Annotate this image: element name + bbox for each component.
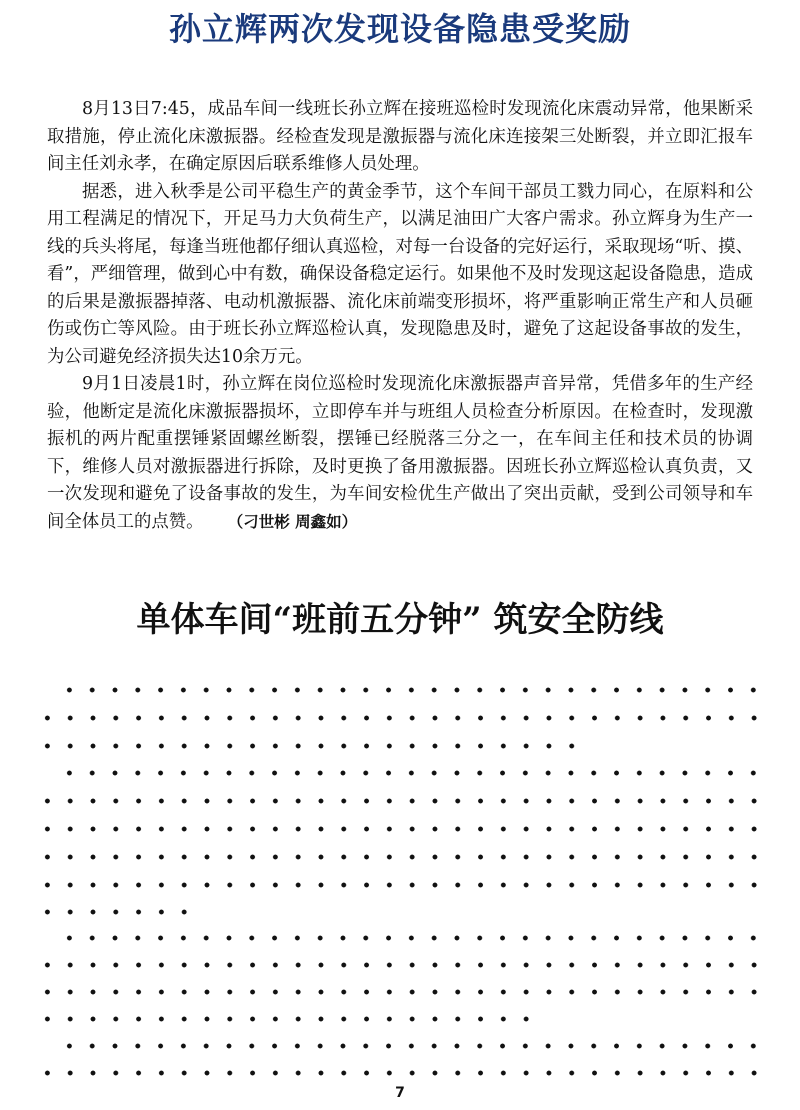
byline: （刁世彬 周鑫如）: [235, 512, 358, 531]
redacted-line: [58, 935, 768, 941]
redacted-text-block: [36, 677, 768, 1077]
redacted-line: [36, 962, 768, 968]
redacted-line: [58, 687, 768, 693]
paragraph: [47, 371, 753, 536]
redacted-line: [36, 826, 768, 832]
redacted-line: [58, 770, 768, 776]
redacted-line: [36, 715, 768, 721]
paragraph: 8月13日7:45，成品车间一线班长孙立辉在接班巡检时发现流化床震动异常，他果断采取措施，停止流化床激振器。经检查发现是激振器与流化床连接架三处断裂，并立即汇报车间主任刘永孝，在确定原因后联系维修人员处理。: [47, 99, 753, 174]
redacted-line: [36, 1016, 536, 1022]
second-article-title: 单体车间“班前五分钟” 筑安全防线: [136, 600, 664, 640]
paragraph: 据悉，进入秋季是公司平稳生产的黄金季节，这个车间干部员工戮力同心，在原料和公用工程满足的情况下，开足马力大负荷生产，以满足油田广大客户需求。孙立辉身为生产一线的兵头将尾，每逢当班他都仔细认真巡检，对每一台设备的完好运行，采取现场“听、摸、看”，严细管理，做到心中有数，确保设备稳定运行。如果他不及时发现这起设备隐患，造成的后果是激振器掉落、电动机激振器、流化床前端变形损坏，将严重影响正常生产和人员砸伤或伤亡等风险。由于班长孙立辉巡检认真，发现隐患及时，避免了这起设备事故的发生，为公司避免经济损失达10余万元。: [47, 181, 753, 367]
article-body: [47, 96, 753, 536]
redacted-line: [36, 909, 196, 915]
redacted-line: [36, 854, 768, 860]
redacted-line: [36, 798, 768, 804]
article-title: 孙立辉两次发现设备隐患受奖励: [168, 10, 631, 48]
redacted-line: [36, 743, 576, 749]
redacted-line: [58, 1043, 768, 1049]
redacted-line: [36, 989, 768, 995]
redacted-line: [36, 882, 768, 888]
redacted-line: [36, 1070, 768, 1076]
paragraph-text: 9月1日凌晨1时，孙立辉在岗位巡检时发现流化床激振器声音异常，凭借多年的生产经验，他断定是流化床激振器损坏，立即停车并与班组人员检查分析原因。在检查时，发现激振机的两片配重摆锤紧固螺丝断裂，摆锤已经脱落三分之一，在车间主任和技术员的协调下，维修人员对激振器进行拆除，及时更换了备用激振器。因班长孙立辉巡检认真负责，又一次发现和避免了设备事故的发生，为车间安检优生产做出了突出贡献，受到公司领导和车间全体员工的点赞。: [47, 374, 753, 532]
page-number: 7: [395, 1085, 405, 1101]
